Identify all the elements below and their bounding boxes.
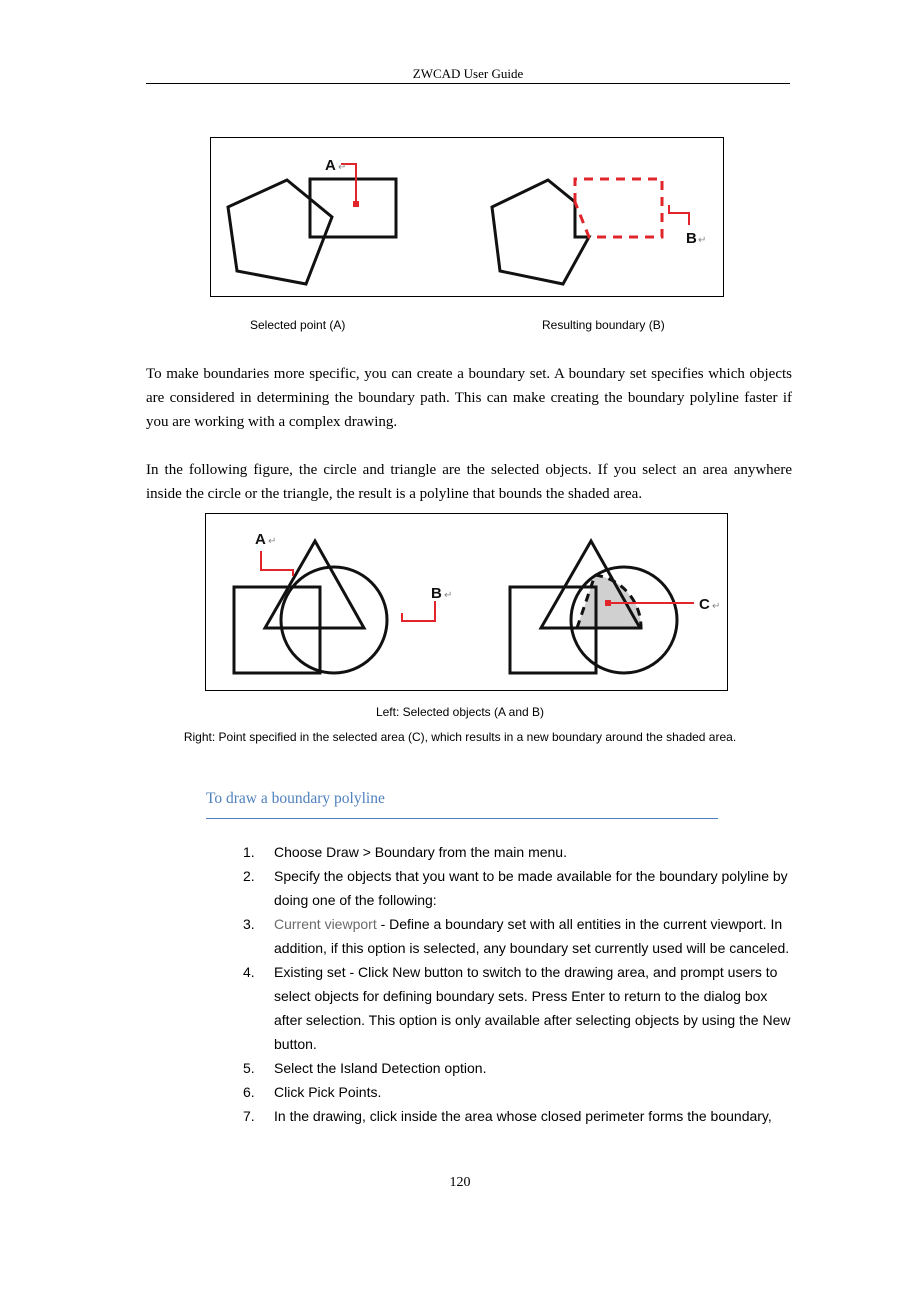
leader-b [402,601,435,621]
circle-shape [281,567,387,673]
square-shape-right [510,587,596,673]
return-mark-b: ↵ [698,235,707,246]
return-mark-a: ↵ [268,536,277,547]
option-name: Current viewport [274,916,377,932]
pentagon-shape [228,180,332,284]
list-item: 2. Specify the objects that you want to be made available for the boundary polyline by doing one of the following: [243,868,788,908]
figure-1-caption-left: Selected point (A) [250,318,346,332]
list-item: 1. Choose Draw > Boundary from the main menu. [243,844,567,860]
figure-1-drawing [211,138,723,296]
paragraph-figure-intro: In the following figure, the circle and triangle are the selected objects. If you select an area anywhere inside the circle or the triangle, the result is a polyline that bounds the shaded area. [146,462,792,502]
return-mark-b: ↵ [444,590,453,601]
list-item: 4. Existing set - Click New button to switch to the drawing area, and prompt users to select objects for defining boundary sets. Press Enter to return to the dialog box after selection. This option is only available after selecting objects by using the New button. [243,964,791,1052]
label-b: B [431,585,442,602]
resulting-boundary [575,179,662,237]
leader-b [669,205,689,225]
section-rule [206,818,718,819]
steps-list [243,840,793,1128]
square-shape [234,587,320,673]
running-header: ZWCAD User Guide [412,66,524,81]
label-a: A [325,157,336,174]
label-c: C [699,596,710,613]
list-item: 7. In the drawing, click inside the area whose closed perimeter forms the boundary, [243,1108,772,1124]
list-item: 5. Select the Island Detection option. [243,1060,487,1076]
return-mark-a: ↵ [338,162,347,173]
page-number: 120 [449,1175,471,1190]
list-item: 6. Click Pick Points. [243,1084,382,1100]
header-rule [146,83,790,84]
figure-boundary-set [205,513,728,691]
section-title: To draw a boundary polyline [206,790,385,807]
pick-point-c [605,600,611,606]
figure-boundary-selection [210,137,724,297]
paragraph-boundary-set: To make boundaries more specific, you can create a boundary set. A boundary set specifies which objects are considered in determining the boundary path. This can make creating the boundary polyline faster if you are working with a complex drawing. [146,366,792,430]
figure-2-drawing [206,514,727,690]
pick-point-a [353,201,359,207]
label-b: B [686,230,697,247]
figure-2-caption-line-1: Left: Selected objects (A and B) [375,705,545,719]
return-mark-c: ↵ [712,601,721,612]
label-a: A [255,531,266,548]
figure-2-caption-line-2: Right: Point specified in the selected area (C), which results in a new boundary around the shaded area. [183,730,737,744]
leader-a [261,551,293,576]
figure-1-caption-right: Resulting boundary (B) [542,318,665,332]
list-item: 3. Current viewport - Define a boundary set with all entities in the current viewport. In addition, if this option is selected, any boundary set currently used will be canceled. [243,916,790,956]
